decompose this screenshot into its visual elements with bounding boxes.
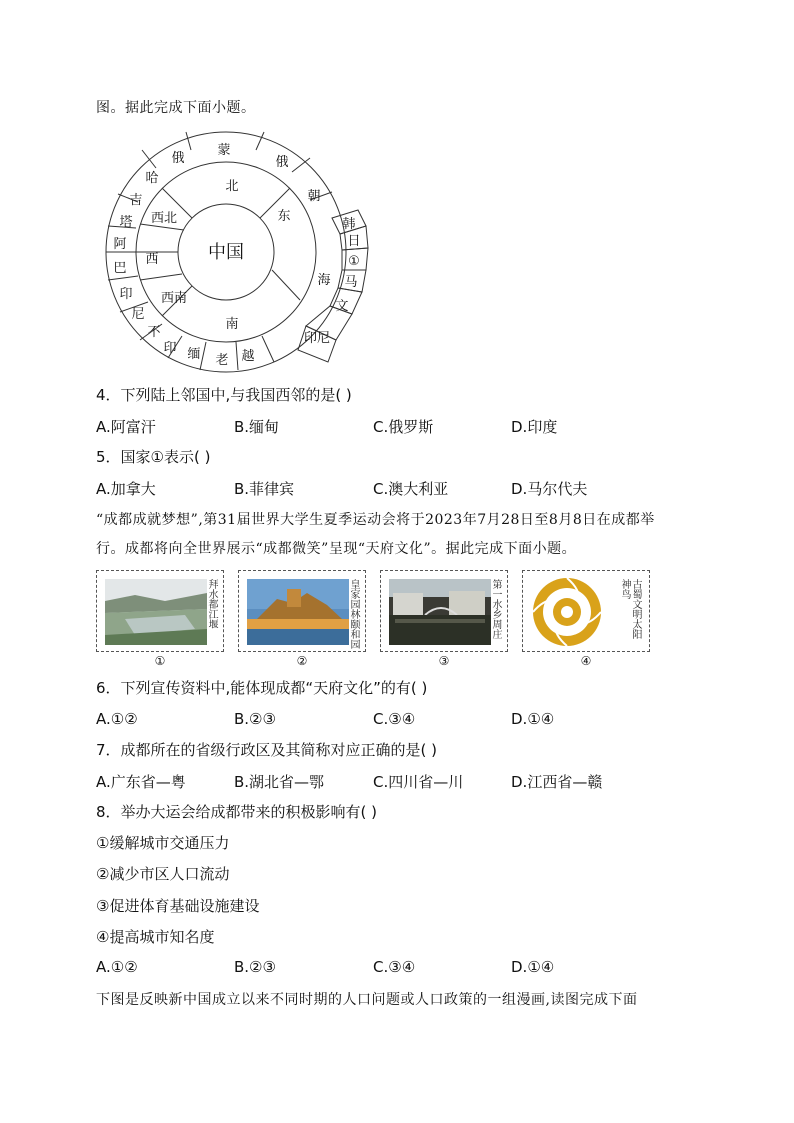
q4-option-d[interactable]: D.印度: [511, 418, 558, 436]
country-label: 印尼: [303, 331, 331, 346]
country-label: 俄: [275, 155, 289, 170]
country-label: 朝: [307, 189, 321, 204]
region-south: 南: [225, 317, 239, 332]
card-4-label: ④: [580, 654, 592, 668]
q8-statement-2: ②减少市区人口流动: [96, 865, 230, 883]
intro-2-line-2: 行。成都将向全世界展示“成都微笑”呈现“天府文化”。据此完成下面小题。: [96, 541, 577, 557]
country-label: 尼: [131, 307, 145, 322]
q6-option-c[interactable]: C.③④: [373, 710, 416, 728]
q8-statement-4: ④提高城市知名度: [96, 928, 215, 946]
q6-option-d[interactable]: D.①④: [511, 710, 555, 728]
summer-palace-photo: [247, 579, 349, 645]
intro-text: 图。据此完成下面小题。: [96, 100, 256, 116]
country-label: ①: [348, 254, 360, 269]
question-4-stem: 4．下列陆上邻国中,与我国西邻的是( ): [96, 386, 352, 404]
country-label: 俄: [171, 151, 185, 166]
zhouzhuang-photo: [389, 579, 491, 645]
country-label: 塔: [119, 215, 133, 230]
q6-option-a[interactable]: A.①②: [96, 710, 138, 728]
question-8-stem: 8．举办大运会给成都带来的积极影响有( ): [96, 803, 378, 821]
q5-option-d[interactable]: D.马尔代夫: [511, 480, 588, 498]
dujiangyan-photo: [105, 579, 207, 645]
center-label: 中国: [208, 242, 244, 263]
country-label: 日: [347, 234, 361, 249]
country-label: 马: [344, 275, 358, 290]
region-sea: 海: [317, 273, 331, 288]
card-2-label: ②: [296, 654, 308, 668]
q6-option-b[interactable]: B.②③: [234, 710, 276, 728]
q4-option-b[interactable]: B.缅甸: [234, 418, 280, 436]
country-label: 韩: [342, 217, 356, 232]
card-2-caption: 皇家园林颐和园: [348, 579, 359, 649]
card-1-label: ①: [154, 654, 166, 668]
q4-option-a[interactable]: A.阿富汗: [96, 418, 156, 436]
country-label: 老: [215, 353, 229, 368]
q7-option-d[interactable]: D.江西省—赣: [511, 773, 603, 791]
card-4: [522, 570, 650, 652]
card-4-caption: 古蜀文明太阳神鸟: [619, 579, 641, 639]
q8-option-c[interactable]: C.③④: [373, 958, 416, 976]
country-label: 文: [335, 299, 349, 314]
q8-statement-1: ①缓解城市交通压力: [96, 834, 230, 852]
country-label: 蒙: [217, 143, 231, 158]
q7-option-a[interactable]: A.广东省—粤: [96, 773, 186, 791]
sun-bird-emblem: [531, 576, 603, 648]
question-7-stem: 7．成都所在的省级行政区及其简称对应正确的是( ): [96, 741, 438, 759]
q8-option-b[interactable]: B.②③: [234, 958, 276, 976]
country-label: 巴: [113, 261, 127, 276]
q7-option-c[interactable]: C.四川省—川: [373, 773, 464, 791]
q7-option-b[interactable]: B.湖北省—鄂: [234, 773, 325, 791]
q8-statement-3: ③促进体育基础设施建设: [96, 897, 260, 915]
q8-option-d[interactable]: D.①④: [511, 958, 555, 976]
region-west: 西: [145, 252, 159, 267]
country-label: 吉: [129, 193, 143, 208]
region-east: 东: [277, 209, 291, 224]
q8-option-a[interactable]: A.①②: [96, 958, 138, 976]
card-2: [238, 570, 366, 652]
region-southwest: 西南: [160, 291, 188, 306]
country-label: 不: [147, 325, 161, 340]
q4-option-c[interactable]: C.俄罗斯: [373, 418, 434, 436]
country-label: 阿: [113, 237, 127, 252]
card-1-caption: 拜水都江堰: [206, 579, 217, 629]
question-5-stem: 5．国家①表示( ): [96, 448, 211, 466]
q5-option-c[interactable]: C.澳大利亚: [373, 480, 449, 498]
q5-option-a[interactable]: A.加拿大: [96, 480, 156, 498]
q5-option-b[interactable]: B.菲律宾: [234, 480, 295, 498]
card-3-caption: 第一水乡周庄: [490, 579, 501, 639]
country-label: 越: [241, 349, 255, 364]
country-label: 缅: [187, 347, 201, 362]
region-north: 北: [225, 179, 239, 194]
country-label: 哈: [145, 171, 159, 186]
country-label: 印: [163, 341, 177, 356]
neighbor-countries-diagram: [96, 130, 396, 375]
card-3-label: ③: [438, 654, 450, 668]
region-northwest: 西北: [150, 211, 178, 226]
card-3: [380, 570, 508, 652]
outro-text: 下图是反映新中国成立以来不同时期的人口问题或人口政策的一组漫画,读图完成下面: [96, 992, 638, 1008]
card-1: [96, 570, 224, 652]
question-6-stem: 6．下列宣传资料中,能体现成都“天府文化”的有( ): [96, 679, 428, 697]
intro-2-line-1: “成都成就梦想”,第31届世界大学生夏季运动会将于2023年7月28日至8月8日在成都举: [96, 512, 655, 528]
country-label: 印: [119, 287, 133, 302]
